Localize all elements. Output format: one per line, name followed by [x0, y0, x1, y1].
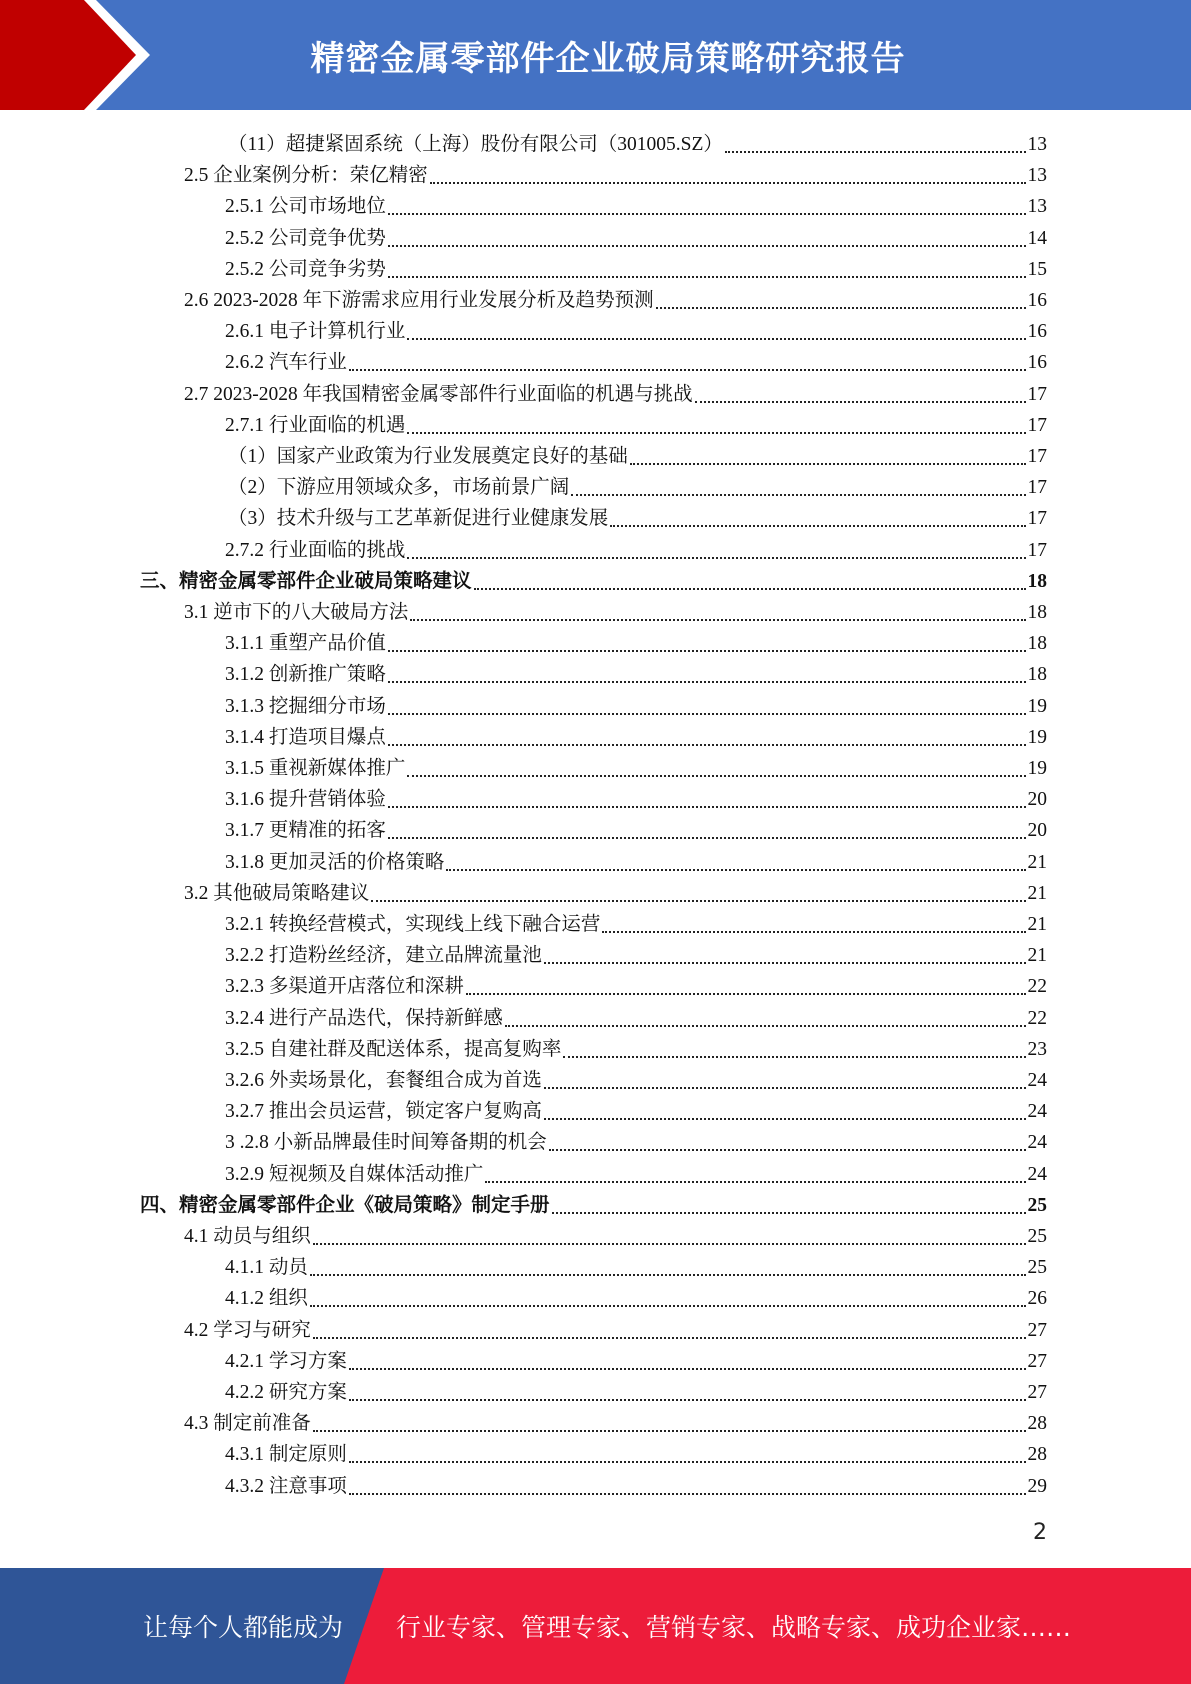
toc-entry[interactable] — [225, 253, 1047, 284]
toc-leader-dots — [388, 681, 1026, 683]
page-number: 2 — [1033, 1520, 1047, 1545]
toc-leader-dots — [349, 1461, 1026, 1463]
toc-entry-page: 26 — [1027, 1288, 1047, 1310]
toc-entry-page: 21 — [1027, 914, 1047, 935]
toc-entry[interactable] — [225, 939, 1047, 970]
toc-entry[interactable] — [140, 565, 1047, 596]
toc-leader-dots — [407, 557, 1025, 559]
toc-entry-label: 3.2.7 推出会员运营，锁定客户复购高 — [225, 1101, 542, 1123]
toc-entry[interactable] — [225, 970, 1047, 1001]
toc-entry[interactable] — [225, 1002, 1047, 1033]
toc-leader-dots — [725, 151, 1026, 153]
toc-entry[interactable] — [225, 846, 1047, 877]
toc-entry-label: 4.2.2 研究方案 — [225, 1382, 347, 1403]
toc-leader-dots — [407, 775, 1025, 777]
toc-entry-page: 19 — [1027, 758, 1047, 779]
toc-leader-dots — [388, 837, 1026, 839]
toc-entry-label: 3.2 其他破局策略建议 — [184, 882, 370, 904]
toc-entry-label: 4.1.2 组织 — [225, 1288, 308, 1310]
toc-entry[interactable] — [228, 471, 1047, 502]
toc-entry-label: （11）超捷紧固系统（上海）股份有限公司（301005.SZ） — [228, 134, 723, 155]
toc-leader-dots — [310, 1274, 1026, 1276]
toc-leader-dots — [388, 806, 1026, 808]
toc-entry[interactable] — [225, 1438, 1047, 1469]
toc-entry-page: 17 — [1027, 508, 1047, 530]
toc-entry-page: 18 — [1027, 664, 1047, 686]
toc-entry[interactable] — [225, 721, 1047, 752]
toc-entry-page: 22 — [1027, 976, 1047, 998]
toc-entry[interactable] — [225, 409, 1047, 440]
toc-entry-page: 13 — [1027, 196, 1047, 218]
toc-leader-dots — [388, 276, 1026, 278]
toc-entry-label: 2.5.1 公司市场地位 — [225, 196, 386, 218]
toc-leader-dots — [505, 1025, 1026, 1027]
toc-entry[interactable] — [225, 1158, 1047, 1189]
toc-entry-label: 3.2.2 打造粉丝经济，建立品牌流量池 — [225, 945, 542, 967]
page-footer — [0, 1568, 1191, 1684]
toc-entry[interactable] — [228, 440, 1047, 471]
toc-entry[interactable] — [225, 534, 1047, 565]
toc-entry[interactable] — [225, 690, 1047, 721]
toc-entry-label: 3.2.6 外卖场景化，套餐组合成为首选 — [225, 1070, 542, 1091]
toc-entry[interactable] — [225, 1095, 1047, 1126]
toc-entry-label: 3.2.9 短视频及自媒体活动推广 — [225, 1163, 484, 1185]
toc-entry[interactable] — [225, 783, 1047, 814]
toc-entry-label: 3.2.3 多渠道开店落位和深耕 — [225, 976, 464, 998]
toc-entry-page: 21 — [1027, 945, 1047, 967]
toc-entry[interactable] — [225, 315, 1047, 346]
toc-entry-page: 16 — [1027, 321, 1047, 343]
toc-entry[interactable] — [225, 1126, 1047, 1157]
toc-leader-dots — [446, 869, 1025, 871]
toc-leader-dots — [388, 245, 1026, 247]
toc-entry[interactable] — [225, 627, 1047, 658]
toc-entry[interactable] — [225, 658, 1047, 689]
toc-entry-label: 2.7.1 行业面临的机遇 — [225, 414, 406, 436]
toc-leader-dots — [571, 494, 1025, 496]
toc-leader-dots — [485, 1181, 1025, 1183]
toc-entry-label: 4.1.1 动员 — [225, 1257, 308, 1279]
toc-entry[interactable] — [225, 346, 1047, 377]
toc-leader-dots — [602, 931, 1025, 933]
toc-entry-label: 2.7 2023-2028 年我国精密金属零部件行业面临的机遇与挑战 — [184, 383, 693, 405]
toc-leader-dots — [313, 1430, 1026, 1432]
toc-entry-page: 20 — [1027, 789, 1047, 811]
toc-entry-label: 3 .2.8 小新品牌最佳时间筹备期的机会 — [225, 1132, 547, 1154]
toc-entry-label: 3.1.2 创新推广策略 — [225, 664, 386, 686]
toc-entry-page: 24 — [1027, 1132, 1047, 1154]
toc-leader-dots — [349, 369, 1026, 371]
toc-entry-label: 2.5.2 公司竞争劣势 — [225, 258, 386, 280]
toc-entry[interactable] — [225, 814, 1047, 845]
toc-leader-dots — [410, 619, 1025, 621]
toc-entry[interactable] — [184, 1407, 1047, 1438]
toc-entry-page: 14 — [1027, 227, 1047, 249]
footer-slogan-right: 行业专家、管理专家、营销专家、战略专家、成功企业家…… — [396, 1613, 1072, 1642]
toc-entry-page: 18 — [1027, 633, 1047, 655]
toc-entry[interactable] — [225, 1251, 1047, 1282]
toc-entry-label: 3.1.4 打造项目爆点 — [225, 726, 386, 748]
toc-entry-label: 4.3.2 注意事项 — [225, 1475, 347, 1497]
toc-entry[interactable] — [184, 284, 1047, 315]
toc-entry-page: 20 — [1027, 820, 1047, 842]
toc-entry-page: 29 — [1027, 1475, 1047, 1497]
toc-leader-dots — [549, 1149, 1026, 1151]
toc-entry[interactable] — [225, 908, 1047, 939]
toc-entry-page: 22 — [1027, 1007, 1047, 1029]
toc-entry-page: 24 — [1027, 1070, 1047, 1091]
report-title: 精密金属零部件企业破局策略研究报告 — [310, 38, 906, 79]
toc-entry-page: 28 — [1027, 1444, 1047, 1466]
toc-entry[interactable] — [225, 1282, 1047, 1313]
toc-entry[interactable] — [225, 752, 1047, 783]
toc-entry[interactable] — [184, 159, 1047, 190]
toc-entry[interactable] — [225, 1345, 1047, 1376]
toc-entry[interactable] — [184, 877, 1047, 908]
toc-entry-label: 4.3 制定前准备 — [184, 1413, 311, 1435]
toc-entry-page: 27 — [1027, 1382, 1047, 1403]
toc-entry-label: 3.1.3 挖掘细分市场 — [225, 695, 386, 717]
toc-entry-page: 24 — [1027, 1101, 1047, 1123]
toc-entry-page: 13 — [1027, 165, 1047, 187]
toc-entry-page: 17 — [1027, 477, 1047, 499]
toc-entry-label: 2.6.2 汽车行业 — [225, 352, 347, 374]
toc-entry[interactable] — [225, 1064, 1047, 1095]
toc-leader-dots — [552, 1212, 1026, 1214]
toc-entry-page: 19 — [1027, 726, 1047, 748]
toc-entry-label: 2.6.1 电子计算机行业 — [225, 321, 406, 343]
toc-leader-dots — [310, 1305, 1026, 1307]
toc-entry-page: 25 — [1027, 1226, 1047, 1247]
toc-entry[interactable] — [140, 1189, 1047, 1220]
toc-entry-page: 21 — [1027, 851, 1047, 873]
toc-entry-label: 四、精密金属零部件企业《破局策略》制定手册 — [140, 1194, 550, 1216]
toc-leader-dots — [544, 1087, 1026, 1089]
toc-entry-page: 17 — [1027, 446, 1047, 467]
page-header — [0, 0, 1191, 110]
toc-entry-label: 4.3.1 制定原则 — [225, 1444, 347, 1466]
toc-leader-dots — [544, 1118, 1026, 1120]
toc-entry-page: 16 — [1027, 352, 1047, 374]
footer-slogan-left: 让每个人都能成为 — [143, 1613, 344, 1642]
toc-leader-dots — [349, 1368, 1026, 1370]
toc-entry[interactable] — [184, 378, 1047, 409]
toc-leader-dots — [656, 307, 1026, 309]
toc-entry-label: 3.1.6 提升营销体验 — [225, 789, 386, 811]
toc-entry-label: 2.7.2 行业面临的挑战 — [225, 539, 406, 561]
toc-entry-label: 2.5 企业案例分析：荣亿精密 — [184, 165, 428, 187]
toc-entry-label: 3.1.5 重视新媒体推广 — [225, 758, 406, 779]
toc-entry-page: 18 — [1027, 602, 1047, 623]
toc-entry-page: 19 — [1027, 695, 1047, 717]
toc-entry-label: 3.2.1 转换经营模式，实现线上线下融合运营 — [225, 914, 601, 935]
toc-entry-page: 27 — [1027, 1319, 1047, 1341]
toc-entry[interactable] — [225, 1376, 1047, 1407]
toc-leader-dots — [313, 1337, 1026, 1339]
toc-entry[interactable] — [184, 596, 1047, 627]
toc-leader-dots — [371, 900, 1025, 902]
toc-entry[interactable] — [225, 190, 1047, 221]
toc-leader-dots — [466, 993, 1026, 995]
toc-entry-label: 3.1.7 更精准的拓客 — [225, 820, 386, 842]
toc-entry-label: （2）下游应用领域众多，市场前景广阔 — [228, 477, 570, 499]
toc-leader-dots — [407, 432, 1025, 434]
toc-entry-label: 3.2.5 自建社群及配送体系，提高复购率 — [225, 1038, 562, 1060]
toc-entry-page: 13 — [1027, 134, 1047, 155]
toc-entry-label: 4.2.1 学习方案 — [225, 1350, 347, 1372]
toc-entry-label: 3.2.4 进行产品迭代，保持新鲜感 — [225, 1007, 503, 1029]
toc-entry-label: 2.5.2 公司竞争优势 — [225, 227, 386, 249]
toc-leader-dots — [349, 1399, 1026, 1401]
toc-entry-label: 2.6 2023-2028 年下游需求应用行业发展分析及趋势预测 — [184, 290, 654, 311]
toc-leader-dots — [388, 650, 1026, 652]
toc-leader-dots — [388, 713, 1026, 715]
toc-leader-dots — [630, 463, 1026, 465]
toc-entry-label: 4.1 动员与组织 — [184, 1226, 311, 1247]
toc-leader-dots — [430, 182, 1026, 184]
toc-entry-page: 17 — [1027, 539, 1047, 561]
toc-entry[interactable] — [184, 1220, 1047, 1251]
toc-entry-page: 24 — [1027, 1163, 1047, 1185]
toc-entry-page: 15 — [1027, 258, 1047, 280]
toc-leader-dots — [610, 525, 1025, 527]
toc-leader-dots — [474, 588, 1026, 590]
toc-leader-dots — [544, 962, 1026, 964]
toc-entry[interactable] — [184, 1314, 1047, 1345]
toc-entry-page: 16 — [1027, 290, 1047, 311]
toc-entry[interactable] — [228, 128, 1047, 159]
toc-entry-page: 17 — [1027, 383, 1047, 405]
toc-entry-page: 27 — [1027, 1350, 1047, 1372]
toc-entry[interactable] — [228, 502, 1047, 533]
toc-entry-label: 3.1.1 重塑产品价值 — [225, 633, 386, 655]
toc-entry-label: （1）国家产业政策为行业发展奠定良好的基础 — [228, 446, 628, 467]
toc-entry[interactable] — [225, 1470, 1047, 1501]
toc-leader-dots — [388, 213, 1026, 215]
toc-entry-page: 23 — [1027, 1038, 1047, 1060]
toc-entry-page: 25 — [1027, 1194, 1047, 1216]
toc-entry-page: 25 — [1027, 1257, 1047, 1279]
toc-entry-page: 17 — [1027, 414, 1047, 436]
toc-entry-label: （3）技术升级与工艺革新促进行业健康发展 — [228, 508, 609, 530]
toc-entry[interactable] — [225, 1033, 1047, 1064]
toc-entry-page: 21 — [1027, 882, 1047, 904]
toc-leader-dots — [349, 1493, 1026, 1495]
toc-entry-label: 3.1 逆市下的八大破局方法 — [184, 602, 409, 623]
toc-entry-label: 3.1.8 更加灵活的价格策略 — [225, 851, 445, 873]
toc-entry-label: 4.2 学习与研究 — [184, 1319, 311, 1341]
toc-entry-page: 18 — [1027, 570, 1047, 592]
toc-leader-dots — [313, 1243, 1026, 1245]
toc-leader-dots — [407, 338, 1025, 340]
toc-entry-label: 三、精密金属零部件企业破局策略建议 — [140, 570, 472, 592]
toc-leader-dots — [388, 744, 1026, 746]
toc-entry[interactable] — [225, 222, 1047, 253]
toc-entry-page: 28 — [1027, 1413, 1047, 1435]
toc-leader-dots — [563, 1056, 1025, 1058]
toc-leader-dots — [695, 401, 1026, 403]
